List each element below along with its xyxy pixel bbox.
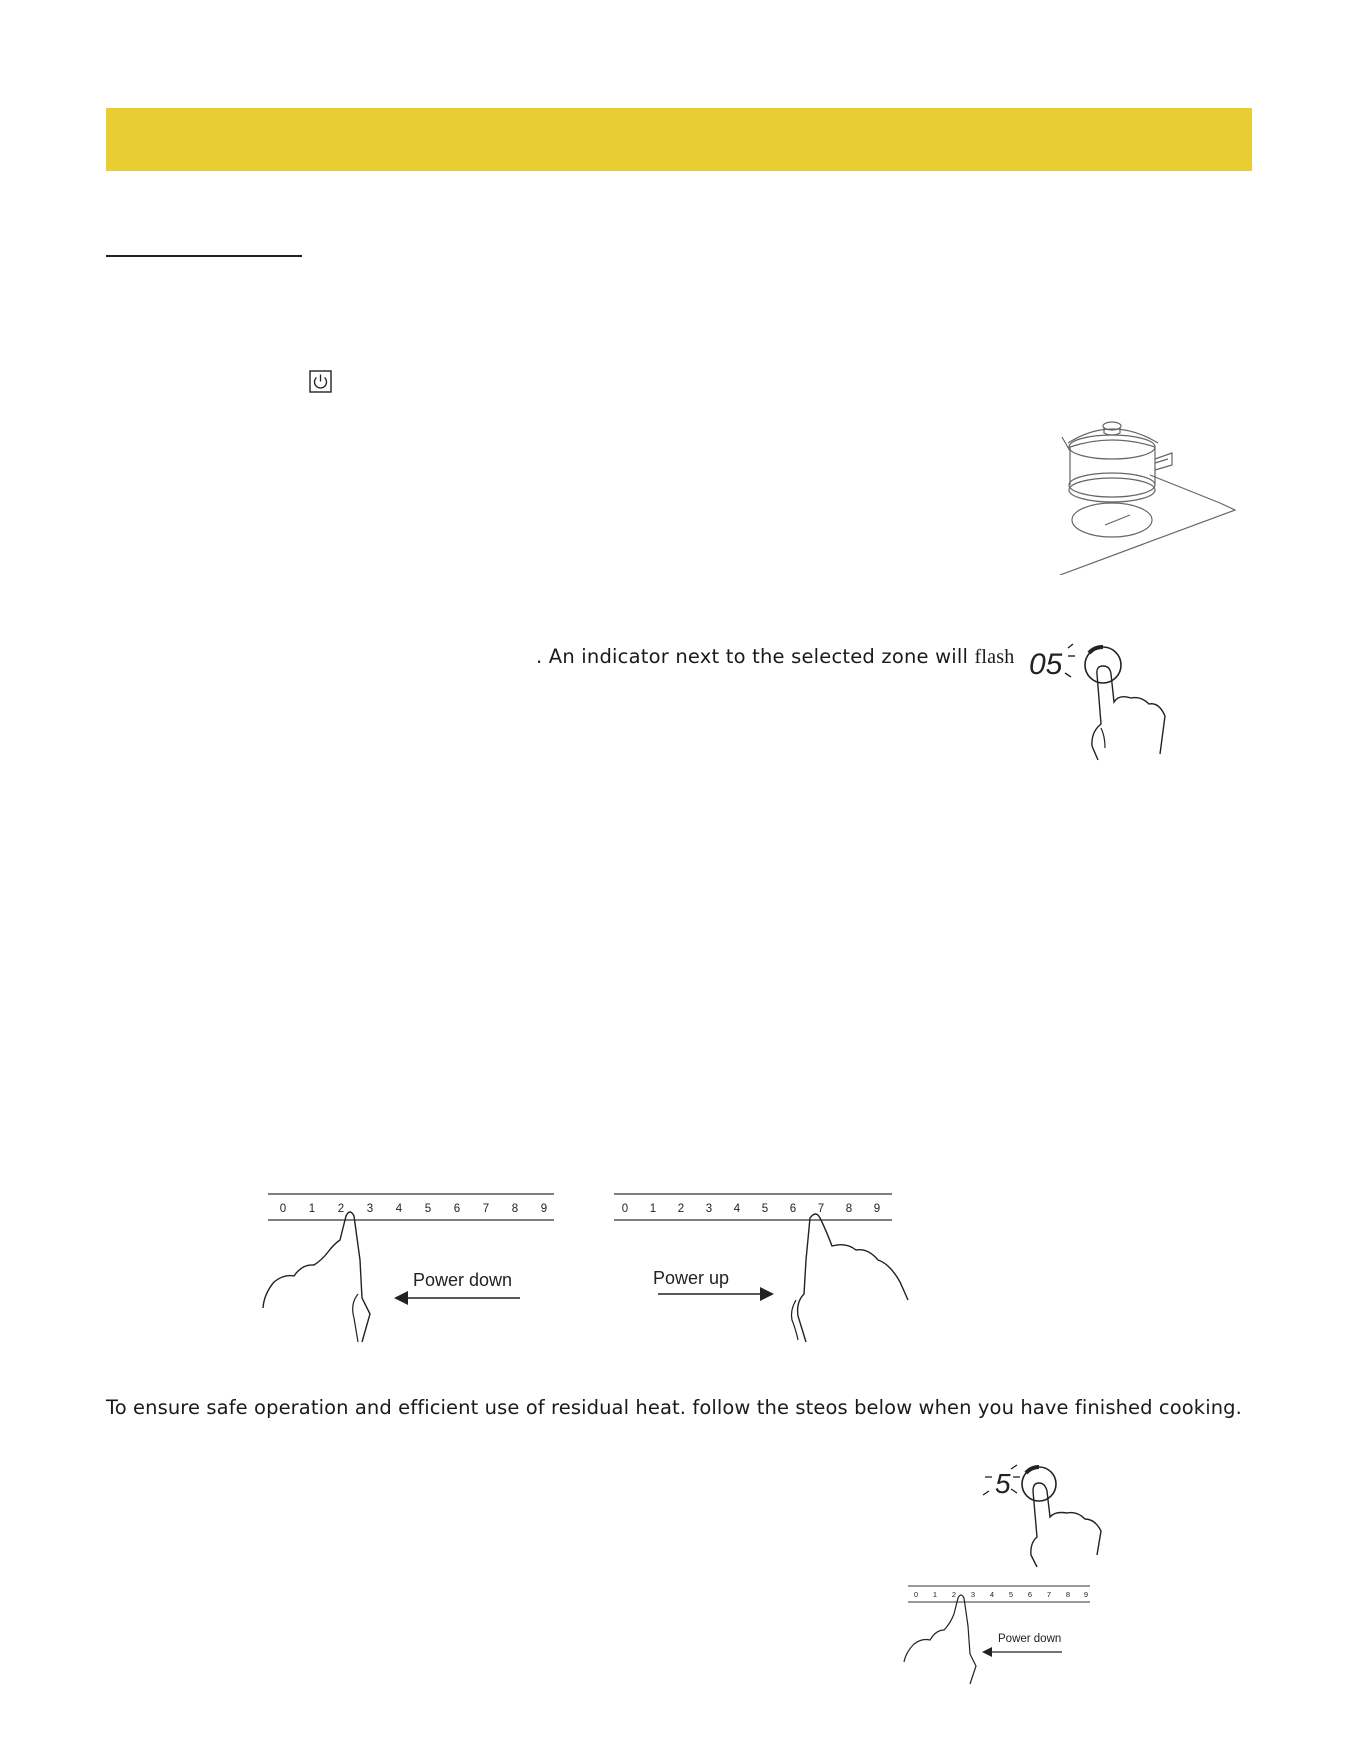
slider-number-0: 0 xyxy=(621,1203,629,1215)
slider-number-2: 2 xyxy=(951,1590,957,1599)
small-power-down-slider-illustration xyxy=(900,1582,1095,1687)
slider-number-4: 4 xyxy=(733,1203,741,1215)
slider-number-3: 3 xyxy=(970,1590,976,1599)
slider-number-2: 2 xyxy=(677,1203,685,1215)
slider-number-2: 2 xyxy=(337,1203,345,1215)
zone-control-hand-illustration xyxy=(1025,636,1185,766)
slider-number-5: 5 xyxy=(1008,1590,1014,1599)
zone-display-5: 5 xyxy=(995,1468,1011,1499)
small-power-down-label: Power down xyxy=(998,1633,1062,1645)
slider-number-9: 9 xyxy=(1083,1590,1089,1599)
slider-number-3: 3 xyxy=(366,1203,374,1215)
power-icon xyxy=(309,370,332,393)
slider-number-9: 9 xyxy=(540,1203,548,1215)
slider-number-4: 4 xyxy=(395,1203,403,1215)
safe-operation-instruction: To ensure safe operation and efficient use of residual heat. follow the steos below when you have finished cooking. xyxy=(106,1396,1242,1419)
zone-control-hand-illustration-2 xyxy=(975,1455,1115,1575)
slider-number-3: 3 xyxy=(705,1203,713,1215)
power-down-slider-illustration xyxy=(258,1190,558,1348)
slider-number-5: 5 xyxy=(424,1203,432,1215)
zone-display-05: 05 xyxy=(1029,648,1063,681)
slider-number-7: 7 xyxy=(482,1203,490,1215)
slider-number-0: 0 xyxy=(279,1203,287,1215)
power-up-label: Power up xyxy=(653,1268,730,1288)
slider-number-0: 0 xyxy=(913,1590,919,1599)
heading-underline xyxy=(106,255,302,257)
slider-number-1: 1 xyxy=(649,1203,657,1215)
slider-number-7: 7 xyxy=(817,1203,825,1215)
power-down-label: Power down xyxy=(413,1270,513,1290)
power-up-slider-illustration xyxy=(610,1190,915,1348)
indicator-text-flash: flash xyxy=(974,646,1015,668)
slider-number-6: 6 xyxy=(1027,1590,1033,1599)
section-header-banner xyxy=(106,108,1252,171)
indicator-text-main: . An indicator next to the selected zone will xyxy=(536,645,975,668)
slider-number-8: 8 xyxy=(1065,1590,1071,1599)
slider-number-1: 1 xyxy=(308,1203,316,1215)
pot-on-hob-illustration xyxy=(1040,415,1240,575)
slider-number-1: 1 xyxy=(932,1590,938,1599)
slider-number-5: 5 xyxy=(761,1203,769,1215)
slider-number-8: 8 xyxy=(845,1203,853,1215)
indicator-instruction-text xyxy=(536,645,1014,669)
slider-number-9: 9 xyxy=(873,1203,881,1215)
slider-number-6: 6 xyxy=(453,1203,461,1215)
slider-number-4: 4 xyxy=(989,1590,995,1599)
slider-number-8: 8 xyxy=(511,1203,519,1215)
slider-number-7: 7 xyxy=(1046,1590,1052,1599)
slider-number-6: 6 xyxy=(789,1203,797,1215)
